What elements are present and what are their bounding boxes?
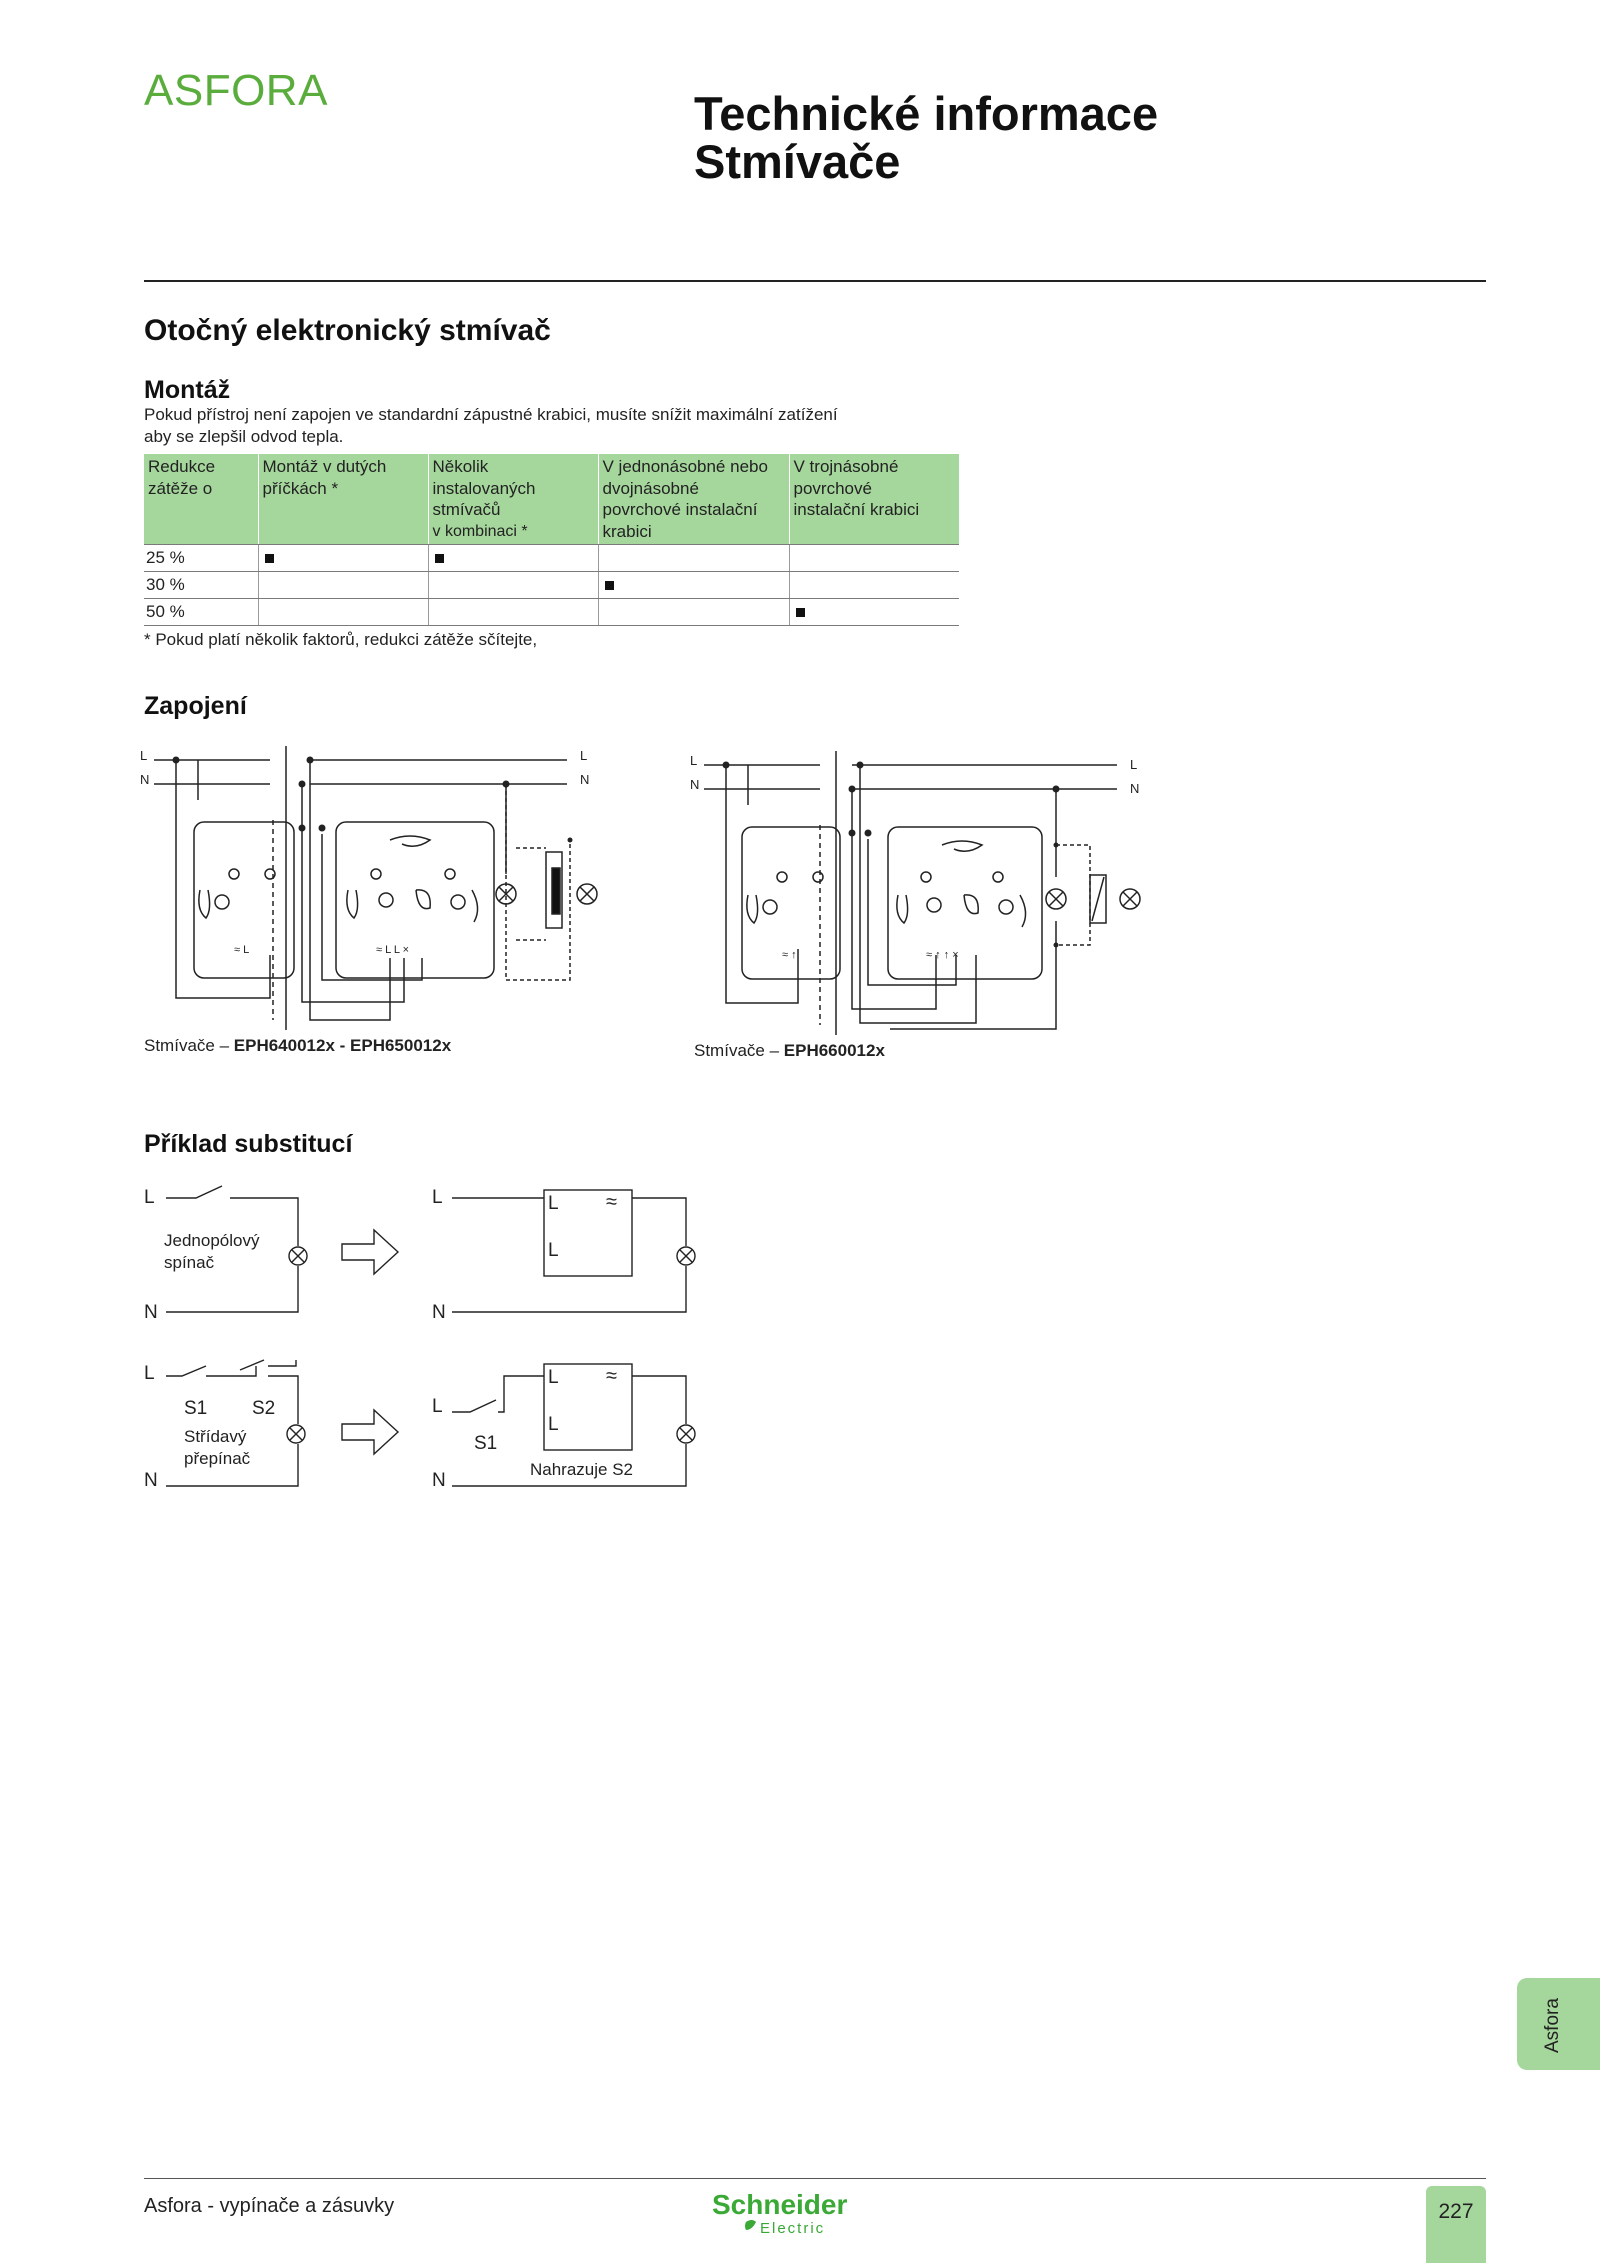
bullet-mark-icon <box>605 581 614 590</box>
svg-text:L: L <box>432 1187 443 1208</box>
table-row <box>144 599 959 626</box>
svg-text:L: L <box>140 748 148 763</box>
bullet-mark-icon <box>265 554 274 563</box>
footer-text: Asfora - vypínače a zásuvky <box>144 2195 395 2217</box>
svg-text:N: N <box>144 1302 158 1323</box>
row-label: 25 % <box>144 545 258 572</box>
svg-text:L: L <box>144 1187 155 1208</box>
table-footnote: * Pokud platí několik faktorů, redukci zátěže sčítejte, <box>144 630 538 649</box>
svg-text:N: N <box>1130 781 1140 796</box>
wiring-diagram-eph660 <box>690 745 1160 1045</box>
intro-line-2: aby se zlepšil odvod tepla. <box>144 427 344 446</box>
svg-text:≈ L L ×: ≈ L L × <box>376 944 410 956</box>
montaz-heading: Montáž <box>144 376 231 404</box>
footer-divider <box>144 2178 1486 2179</box>
svg-text:přepínač: přepínač <box>184 1449 251 1468</box>
svg-text:Schneider: Schneider <box>712 2189 848 2220</box>
svg-text:N: N <box>144 1470 158 1491</box>
bullet-mark-icon <box>435 554 444 563</box>
priklad-heading: Příklad substitucí <box>144 1130 353 1158</box>
intro-line-1: Pokud přístroj není zapojen ve standardní zápustné krabici, musíte snížit maximální zatížení <box>144 405 838 424</box>
svg-text:S1: S1 <box>184 1398 208 1419</box>
schneider-electric-logo <box>710 2188 870 2238</box>
table-cell <box>789 599 959 626</box>
table-header-cell: Redukce zátěže o <box>144 454 258 545</box>
substitution-diagram <box>140 1180 720 1500</box>
svg-text:N: N <box>432 1302 446 1323</box>
svg-text:≈: ≈ <box>606 1191 617 1213</box>
bullet-mark-icon <box>796 608 805 617</box>
svg-text:S1: S1 <box>474 1433 498 1454</box>
svg-text:N: N <box>580 772 590 787</box>
svg-text:≈ ↑ ↑ ×: ≈ ↑ ↑ × <box>926 949 959 961</box>
svg-text:≈ L: ≈ L <box>234 944 250 956</box>
svg-text:L: L <box>432 1396 443 1417</box>
table-header-cell: V trojnásobné povrchové instalační krabici <box>789 454 959 545</box>
page-number: 227 <box>1438 2200 1474 2223</box>
table-cell <box>598 572 789 599</box>
svg-text:spínač: spínač <box>164 1253 215 1272</box>
wiring-caption-1: Stmívače – EPH640012x - EPH650012x <box>144 1036 452 1055</box>
table-cell <box>789 545 959 572</box>
svg-text:S2: S2 <box>252 1398 276 1419</box>
svg-text:L: L <box>1130 757 1138 772</box>
svg-text:L: L <box>548 1414 559 1435</box>
side-tab-asfora[interactable] <box>1517 1978 1600 2070</box>
table-cell <box>258 599 428 626</box>
wiring-diagram-eph640-650 <box>140 740 610 1040</box>
svg-text:≈: ≈ <box>606 1365 617 1387</box>
table-cell <box>598 599 789 626</box>
svg-text:≈ ↑: ≈ ↑ <box>782 949 797 961</box>
page-title <box>694 87 1159 188</box>
table-row <box>144 545 959 572</box>
svg-text:L: L <box>548 1367 559 1388</box>
svg-text:L: L <box>548 1193 559 1214</box>
table-cell <box>258 545 428 572</box>
table-cell <box>428 599 598 626</box>
page-number-box <box>1426 2186 1486 2263</box>
brand-title: ASFORA <box>144 66 328 115</box>
table-header-cell: Montáž v dutých příčkách * <box>258 454 428 545</box>
title-line-1: Technické informace <box>694 87 1159 140</box>
wiring-caption-2: Stmívače – EPH660012x <box>694 1041 885 1060</box>
table-cell <box>258 572 428 599</box>
table-row <box>144 572 959 599</box>
table-header-cell: Několik instalovaných stmívačů v kombinaci * <box>428 454 598 545</box>
row-label: 50 % <box>144 599 258 626</box>
table-header-row <box>144 454 959 545</box>
side-tab-label: Asfora <box>1542 1998 1563 2053</box>
svg-text:N: N <box>432 1470 446 1491</box>
svg-text:L: L <box>580 748 588 763</box>
table-header-cell: V jednonásobné nebo dvojnásobné povrchové instalační krabici <box>598 454 789 545</box>
svg-text:Jednopólový: Jednopólový <box>164 1231 260 1250</box>
svg-text:L: L <box>690 753 698 768</box>
load-reduction-table <box>144 454 959 626</box>
svg-text:Střídavý: Střídavý <box>184 1427 247 1446</box>
table-cell <box>428 572 598 599</box>
svg-text:Electric: Electric <box>760 2220 826 2237</box>
svg-text:Nahrazuje S2: Nahrazuje S2 <box>530 1460 634 1479</box>
header-divider <box>144 280 1486 282</box>
svg-text:N: N <box>140 772 150 787</box>
svg-text:N: N <box>690 777 700 792</box>
zapojeni-heading: Zapojení <box>144 692 247 720</box>
row-label: 30 % <box>144 572 258 599</box>
logo-mark-icon <box>745 2220 756 2230</box>
svg-text:L: L <box>144 1363 155 1384</box>
title-line-2: Stmívače <box>694 135 901 188</box>
table-cell <box>789 572 959 599</box>
section-title: Otočný elektronický stmívač <box>144 314 551 347</box>
svg-text:L: L <box>548 1240 559 1261</box>
table-cell <box>428 545 598 572</box>
montaz-intro <box>144 404 964 448</box>
table-cell <box>598 545 789 572</box>
